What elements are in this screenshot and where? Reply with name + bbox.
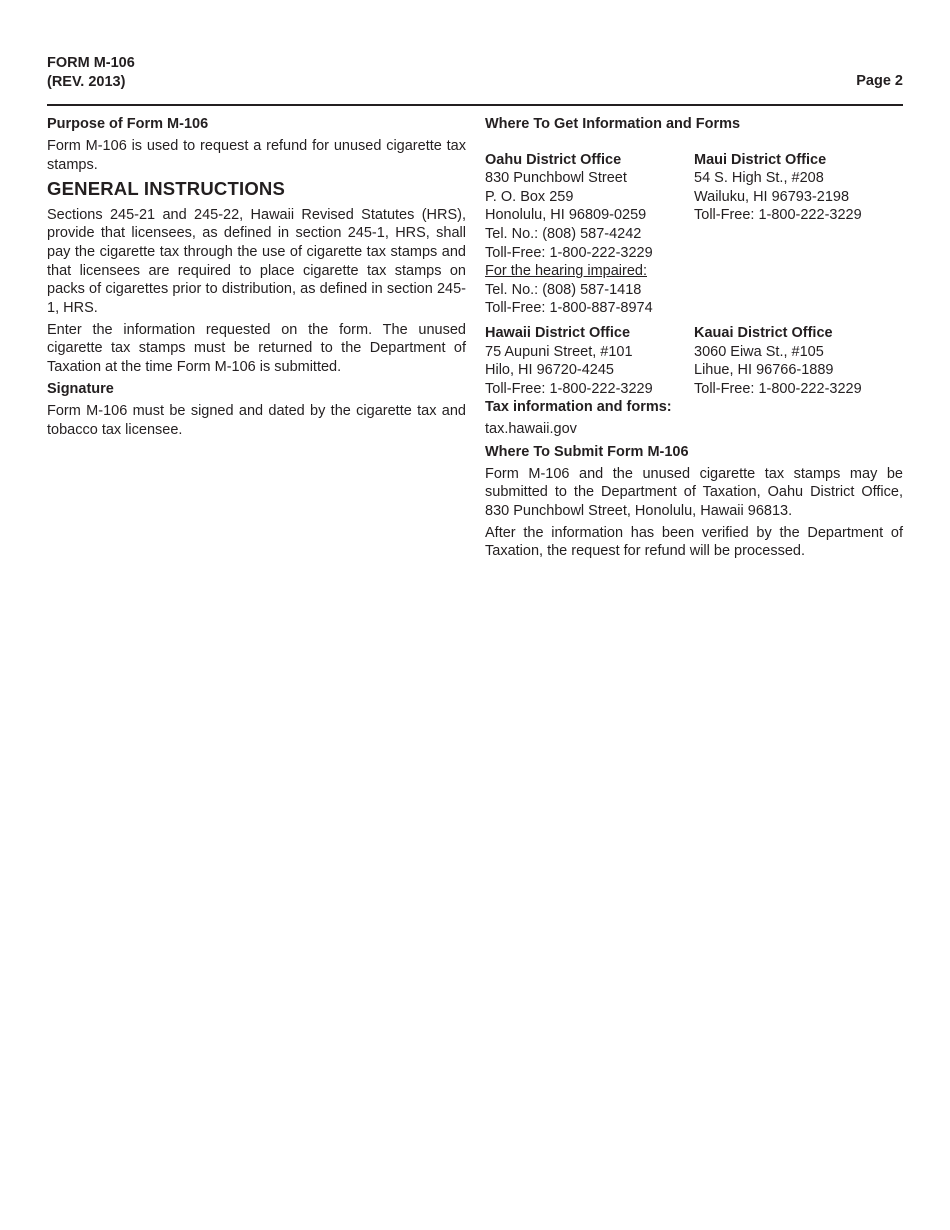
purpose-text: Form M-106 is used to request a refund for unused cigarette tax stamps. bbox=[47, 138, 466, 173]
hawaii-address-city: Hilo, HI 96720-4245 bbox=[485, 362, 614, 379]
maui-toll-free: Toll-Free: 1-800-222-3229 bbox=[694, 207, 862, 224]
general-instructions-heading: GENERAL INSTRUCTIONS bbox=[47, 177, 286, 199]
info-heading: Where To Get Information and Forms bbox=[485, 116, 741, 132]
hawaii-office-name: Hawaii District Office bbox=[485, 324, 631, 341]
hearing-impaired-toll-free: Toll-Free: 1-800-887-8974 bbox=[485, 300, 653, 317]
general-instructions-paragraph-1: Sections 245-21 and 245-22, Hawaii Revised Statutes (HRS), provide that licensees, as defined in section 245-1, HRS, shall pay the cigarette tax through the use of cigarette tax stamps and that licensees are required to place cigarette tax stamps on packs of cigarettes prior to distribution, as defined in section 245-1, HRS. bbox=[47, 206, 466, 316]
maui-address-city: Wailuku, HI 96793-2198 bbox=[694, 188, 850, 205]
oahu-office-name: Oahu District Office bbox=[485, 151, 622, 168]
district-offices bbox=[485, 151, 903, 399]
page-header bbox=[47, 54, 903, 106]
form-revision: (REV. 2013) bbox=[47, 74, 126, 90]
submit-heading: Where To Submit Form M-106 bbox=[485, 443, 689, 460]
tax-info-label: Tax information and forms: bbox=[485, 399, 672, 416]
hearing-impaired-label: For the hearing impaired: bbox=[485, 263, 647, 280]
hawaii-toll-free: Toll-Free: 1-800-222-3229 bbox=[485, 380, 653, 397]
tax-info-website[interactable]: tax.hawaii.gov bbox=[485, 421, 577, 438]
oahu-address-po-box: P. O. Box 259 bbox=[485, 188, 574, 205]
oahu-tel: Tel. No.: (808) 587-4242 bbox=[485, 225, 642, 242]
oahu-office bbox=[485, 151, 694, 318]
kauai-toll-free: Toll-Free: 1-800-222-3229 bbox=[694, 380, 862, 397]
form-number: FORM M-106 bbox=[47, 55, 135, 71]
submit-paragraph-2: After the information has been verified by the Department of Taxation, the request for refund will be processed. bbox=[485, 524, 903, 560]
left-column bbox=[47, 115, 466, 439]
maui-office-name: Maui District Office bbox=[694, 151, 827, 168]
hawaii-office bbox=[485, 324, 694, 398]
oahu-address-street: 830 Punchbowl Street bbox=[485, 170, 627, 187]
signature-text: Form M-106 must be signed and dated by the cigarette tax and tobacco tax licensee. bbox=[47, 403, 466, 438]
kauai-office-name: Kauai District Office bbox=[694, 324, 833, 341]
kauai-address-city: Lihue, HI 96766-1889 bbox=[694, 362, 834, 379]
maui-address-street: 54 S. High St., #208 bbox=[694, 170, 824, 187]
signature-heading: Signature bbox=[47, 381, 114, 398]
hearing-impaired-tel: Tel. No.: (808) 587-1418 bbox=[485, 281, 642, 298]
form-identifier bbox=[47, 54, 135, 92]
purpose-heading: Purpose of Form M-106 bbox=[47, 116, 209, 132]
kauai-address-street: 3060 Eiwa St., #105 bbox=[694, 343, 824, 360]
right-column bbox=[485, 115, 903, 561]
kauai-office bbox=[694, 324, 903, 398]
submit-paragraph-1: Form M-106 and the unused cigarette tax stamps may be submitted to the Department of Taxation, Oahu District Office, 830 Punchbowl Street, Honolulu, Hawaii 96813. bbox=[485, 465, 903, 519]
page-number: Page 2 bbox=[856, 73, 903, 89]
general-instructions-paragraph-2: Enter the information requested on the form. The unused cigarette tax stamps must be returned to the Department of Taxation at the time Form M-106 is submitted. bbox=[47, 321, 466, 376]
maui-office bbox=[694, 151, 903, 318]
oahu-toll-free: Toll-Free: 1-800-222-3229 bbox=[485, 244, 653, 261]
oahu-address-city: Honolulu, HI 96809-0259 bbox=[485, 207, 647, 224]
hawaii-address-street: 75 Aupuni Street, #101 bbox=[485, 343, 633, 360]
